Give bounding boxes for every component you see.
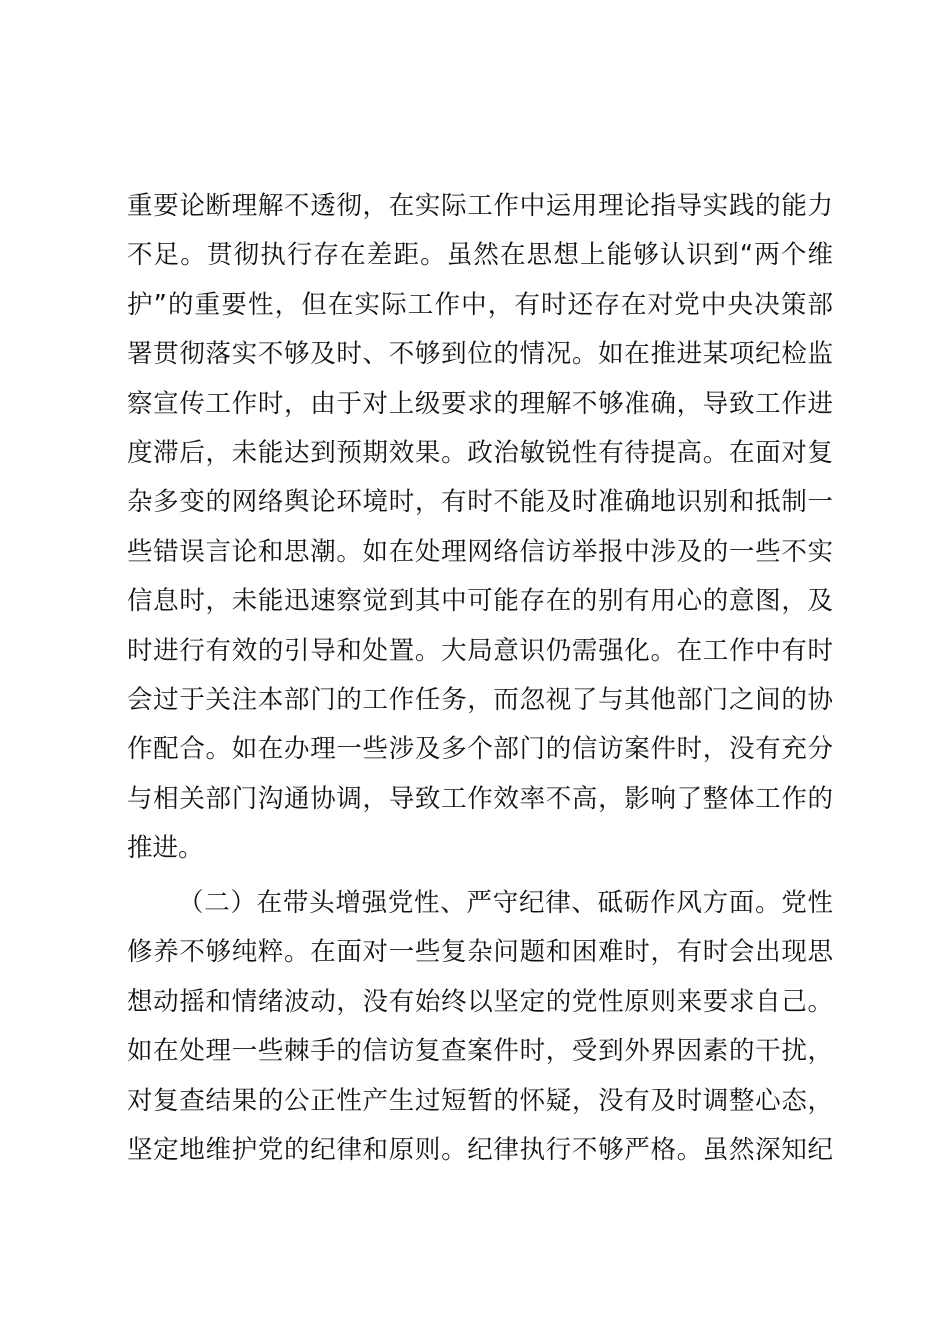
text-line: 会过于关注本部门的工作任务，而忽视了与其他部门之间的协 — [127, 684, 833, 715]
text-line: 与相关部门沟通协调，导致工作效率不高，影响了整体工作的 — [127, 783, 833, 814]
text-line: 察宣传工作时，由于对上级要求的理解不够准确，导致工作进 — [127, 388, 833, 419]
text-line: 些错误言论和思潮。如在处理网络信访举报中涉及的一些不实 — [127, 536, 833, 567]
text-line: 署贯彻落实不够及时、不够到位的情况。如在推进某项纪检监 — [127, 339, 833, 370]
text-line: 坚定地维护党的纪律和原则。纪律执行不够严格。虽然深知纪 — [127, 1134, 833, 1165]
text-line: 想动摇和情绪波动，没有始终以坚定的党性原则来要求自己。 — [127, 986, 833, 1017]
text-line: 如在处理一些棘手的信访复查案件时，受到外界因素的干扰， — [127, 1036, 833, 1067]
paragraph-political-issues — [127, 182, 833, 873]
text-line: 重要论断理解不透彻，在实际工作中运用理论指导实践的能力 — [127, 191, 833, 221]
paragraph-party-discipline — [127, 879, 833, 1175]
text-line: 修养不够纯粹。在面对一些复杂问题和困难时，有时会出现思 — [127, 937, 833, 968]
text-line: 杂多变的网络舆论环境时，有时不能及时准确地识别和抵制一 — [127, 487, 833, 518]
section-heading-line: （二）在带头增强党性、严守纪律、砥砺作风方面。党性 — [178, 888, 833, 918]
text-line: 度滞后，未能达到预期效果。政治敏锐性有待提高。在面对复 — [127, 437, 833, 468]
text-line: 护”的重要性，但在实际工作中，有时还存在对党中央决策部 — [127, 289, 833, 320]
text-line: 时进行有效的引导和处置。大局意识仍需强化。在工作中有时 — [127, 635, 833, 666]
text-line: 信息时，未能迅速察觉到其中可能存在的别有用心的意图，及 — [127, 586, 833, 617]
text-line: 对复查结果的公正性产生过短暂的怀疑，没有及时调整心态， — [127, 1085, 833, 1116]
text-line: 作配合。如在办理一些涉及多个部门的信访案件时，没有充分 — [127, 734, 833, 765]
text-line: 推进。 — [127, 833, 204, 864]
text-line: 不足。贯彻执行存在差距。虽然在思想上能够认识到“两个维 — [127, 240, 833, 271]
